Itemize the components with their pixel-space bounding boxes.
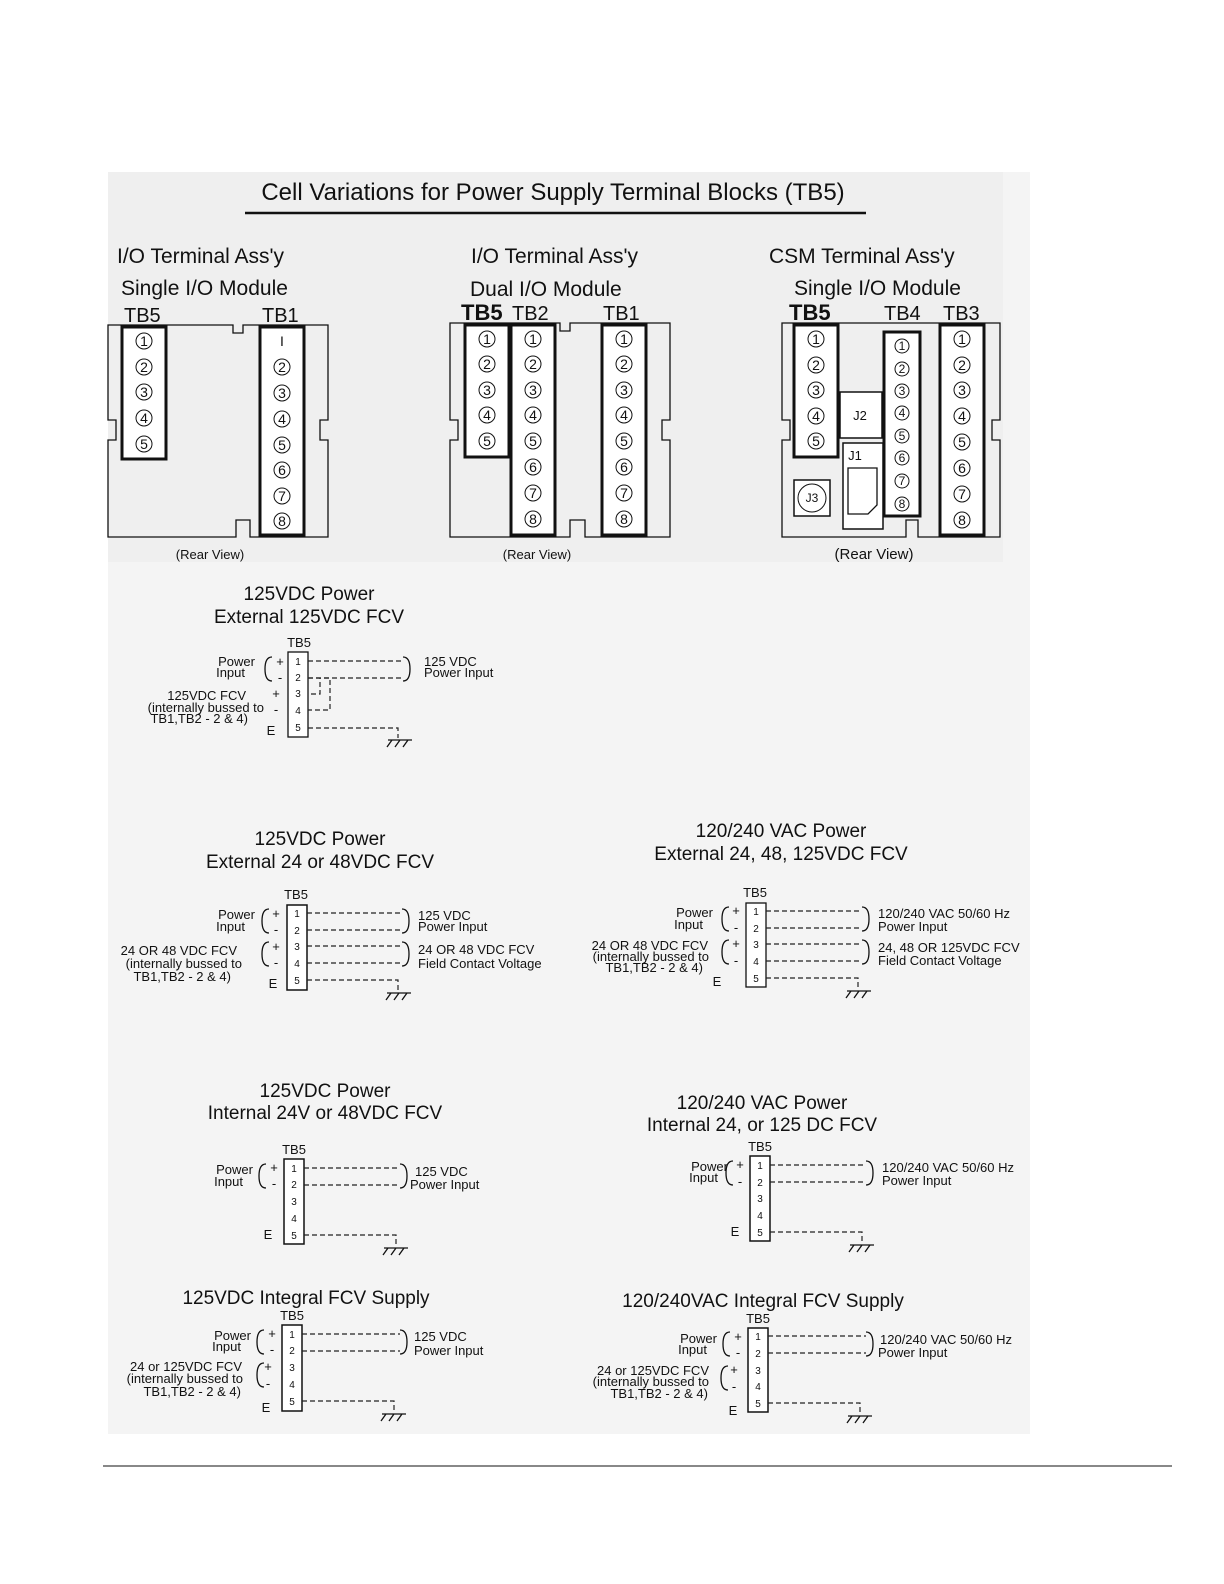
fcv-label-2: (internally bussed to — [126, 1371, 243, 1386]
minus-sign: - — [733, 920, 739, 935]
assembly-3-subtitle: Single I/O Module — [794, 277, 961, 300]
right-label-3: 24 OR 48 VDC FCV — [418, 942, 535, 957]
terminal-num: 1 — [294, 909, 300, 920]
tb3-label-a3: TB3 — [943, 303, 980, 325]
j1-label: J1 — [848, 448, 862, 463]
right-label-2: Power Input — [882, 1173, 952, 1188]
right-label: 120/240 VAC 50/60 Hz — [878, 906, 1011, 921]
terminal-num: 3 — [295, 689, 301, 700]
rear-view-caption-2: (Rear View) — [502, 547, 572, 562]
terminal-num: 1 — [289, 1330, 295, 1341]
terminal-number: 3 — [958, 382, 966, 398]
terminal-num: 1 — [755, 1332, 761, 1343]
terminal-number: 7 — [278, 488, 286, 504]
minus-sign: - — [269, 1342, 275, 1357]
diagram-title: 125VDC Power — [259, 1081, 391, 1102]
terminal-number: 8 — [898, 497, 906, 511]
j3-label: J3 — [805, 491, 819, 505]
terminal-num: 1 — [291, 1164, 297, 1175]
input-label: Input — [212, 1339, 241, 1354]
tb1-label-a2: TB1 — [603, 303, 640, 325]
tb5-label: TB5 — [748, 1139, 772, 1154]
power-label: Power — [676, 905, 713, 920]
input-label: Input — [689, 1170, 718, 1185]
terminal-number: 5 — [483, 433, 491, 449]
minus-sign: - — [731, 1379, 737, 1394]
terminal-num: 3 — [755, 1366, 761, 1377]
terminal-number: 4 — [812, 408, 820, 424]
terminal-num: 4 — [753, 957, 759, 968]
plus-sign: + — [270, 1160, 278, 1175]
fcv-label: 24 or 125VDC FCV — [597, 1363, 709, 1378]
terminal-num: 3 — [294, 942, 300, 953]
right-label-2: Power Input — [414, 1343, 484, 1358]
fcv-label-3: TB1,TB2 - 2 & 4) — [133, 969, 231, 984]
plus-sign: + — [272, 686, 280, 701]
right-label-4: Field Contact Voltage — [878, 953, 1002, 968]
terminal-number: 7 — [898, 474, 906, 488]
right-label: 125 VDC — [424, 654, 477, 669]
earth-label: E — [263, 1227, 273, 1242]
tb5-label: TB5 — [743, 885, 767, 900]
assembly-2-title: I/O Terminal Ass'y — [471, 245, 639, 268]
input-label: Input — [216, 919, 245, 934]
fcv-label: 24 OR 48 VDC FCV — [591, 938, 708, 953]
terminal-number: 8 — [958, 512, 966, 528]
terminal-num: 4 — [755, 1382, 761, 1393]
terminal-number: 5 — [812, 433, 820, 449]
terminal-number: 1 — [958, 331, 966, 347]
terminal-number: 3 — [483, 382, 491, 398]
tb5-label-a1: TB5 — [124, 305, 161, 327]
input-label: Input — [674, 917, 703, 932]
diagram-subtitle: Internal 24, or 125 DC FCV — [646, 1115, 878, 1136]
terminal-num: 2 — [294, 926, 300, 937]
terminal-number: 3 — [812, 382, 820, 398]
input-label: Input — [678, 1342, 707, 1357]
terminal-number: 5 — [140, 436, 148, 452]
diagram-title: 120/240 VAC Power — [695, 821, 867, 842]
terminal-num: 4 — [295, 706, 301, 717]
terminal-num: 4 — [294, 959, 300, 970]
power-label: Power — [691, 1159, 728, 1174]
j1-dsub-shell — [848, 468, 877, 514]
terminal-num: 3 — [753, 940, 759, 951]
plus-sign: + — [730, 1362, 738, 1377]
minus-sign: - — [737, 1174, 743, 1189]
terminal-number: 5 — [529, 433, 537, 449]
assembly-1-subtitle: Single I/O Module — [121, 277, 288, 300]
earth-label: E — [266, 723, 276, 738]
plus-sign: + — [736, 1157, 744, 1172]
plus-sign: + — [734, 1329, 742, 1344]
assembly-2-subtitle: Dual I/O Module — [470, 278, 622, 301]
terminal-number: 2 — [898, 362, 906, 376]
right-label: 125 VDC — [418, 908, 471, 923]
terminal-number: 8 — [278, 513, 286, 529]
tb5-label-a3: TB5 — [789, 300, 831, 325]
terminal-num: 3 — [757, 1194, 763, 1205]
tb5-label: TB5 — [746, 1311, 770, 1326]
right-label-2: Power Input — [410, 1177, 480, 1192]
plus-sign: + — [732, 903, 740, 918]
terminal-num: 2 — [757, 1178, 763, 1189]
terminal-num: 5 — [753, 974, 759, 985]
tb1-label-a1: TB1 — [262, 305, 299, 327]
fcv-label: 24 OR 48 VDC FCV — [120, 943, 237, 958]
diagram-title: 125VDC Power — [243, 584, 375, 605]
terminal-num: 2 — [753, 924, 759, 935]
plus-sign: + — [268, 1326, 276, 1341]
earth-label: E — [268, 976, 278, 991]
minus-sign: - — [733, 953, 739, 968]
fcv-label: 125VDC FCV — [167, 688, 246, 703]
terminal-number: 1 — [140, 333, 148, 349]
fcv-label-3: TB1,TB2 - 2 & 4) — [610, 1386, 708, 1401]
terminal-number: 3 — [278, 385, 286, 401]
terminal-num: 1 — [757, 1161, 763, 1172]
terminal-number: 7 — [529, 485, 537, 501]
terminal-num: 3 — [289, 1363, 295, 1374]
input-label: Input — [214, 1174, 243, 1189]
terminal-number: 1 — [620, 331, 628, 347]
terminal-number: 3 — [620, 382, 628, 398]
terminal-num: 5 — [295, 723, 301, 734]
terminal-number: 7 — [620, 485, 628, 501]
terminal-num: 5 — [755, 1399, 761, 1410]
terminal-number: 4 — [620, 407, 628, 423]
terminal-number: 2 — [620, 356, 628, 372]
terminal-number: 2 — [140, 359, 148, 375]
earth-label: E — [261, 1400, 271, 1415]
diagram-title: 120/240 VAC Power — [676, 1093, 848, 1114]
terminal-number: 5 — [620, 433, 628, 449]
terminal-num: 1 — [753, 907, 759, 918]
tb5-label: TB5 — [287, 635, 311, 650]
terminal-number: 1 — [529, 331, 537, 347]
assembly-3-title: CSM Terminal Ass'y — [769, 245, 955, 268]
right-label: 125 VDC — [415, 1164, 468, 1179]
terminal-number: 2 — [529, 356, 537, 372]
terminal-number: 1 — [898, 339, 906, 353]
tb5-label: TB5 — [280, 1308, 304, 1323]
minus-sign: - — [271, 1176, 277, 1191]
diagram-subtitle: Internal 24V or 48VDC FCV — [207, 1103, 443, 1124]
terminal-num: 4 — [757, 1211, 763, 1222]
terminal-number: 1 — [483, 331, 491, 347]
terminal-num: 5 — [289, 1397, 295, 1408]
power-label: Power — [216, 1162, 253, 1177]
terminal-number: 2 — [812, 357, 820, 373]
assembly-1-title: I/O Terminal Ass'y — [117, 245, 285, 268]
fcv-label: 24 or 125VDC FCV — [130, 1359, 242, 1374]
terminal-num: 5 — [291, 1231, 297, 1242]
terminal-number: 6 — [529, 459, 537, 475]
minus-sign: - — [273, 702, 279, 717]
right-label-2: Power Input — [418, 919, 488, 934]
right-label: 120/240 VAC 50/60 Hz — [882, 1160, 1015, 1175]
right-label-3: 24, 48 OR 125VDC FCV — [878, 940, 1020, 955]
tb1-first-marker: I — [280, 333, 284, 349]
terminal-number: 8 — [529, 511, 537, 527]
terminal-number: 5 — [278, 437, 286, 453]
terminal-number: 3 — [529, 382, 537, 398]
terminal-number: 2 — [483, 356, 491, 372]
terminal-num: 2 — [289, 1346, 295, 1357]
power-label: Power — [218, 907, 255, 922]
right-label-4: Field Contact Voltage — [418, 956, 542, 971]
terminal-number: 3 — [140, 384, 148, 400]
earth-label: E — [712, 974, 722, 989]
minus-sign: - — [277, 670, 283, 685]
right-label-2: Power Input — [878, 1345, 948, 1360]
terminal-num: 5 — [757, 1228, 763, 1239]
tb5-label: TB5 — [284, 887, 308, 902]
terminal-number: 6 — [620, 459, 628, 475]
tb5-label: TB5 — [282, 1142, 306, 1157]
terminal-number: 7 — [958, 486, 966, 502]
fcv-label-2: (internally bussed to — [592, 1374, 709, 1389]
terminal-number: 1 — [812, 331, 820, 347]
rear-view-caption-3: (Rear View) — [834, 546, 914, 563]
minus-sign: - — [265, 1376, 271, 1391]
fcv-label-3: TB1,TB2 - 2 & 4) — [150, 711, 248, 726]
power-label: Power — [214, 1328, 251, 1343]
fcv-label-2: (internally bussed to — [147, 700, 264, 715]
terminal-number: 6 — [898, 451, 906, 465]
terminal-number: 5 — [898, 429, 906, 443]
terminal-number: 4 — [278, 411, 286, 427]
page-title: Cell Variations for Power Supply Terminal Blocks (TB5) — [261, 179, 845, 206]
right-label-2: Power Input — [878, 919, 948, 934]
fcv-label-3: TB1,TB2 - 2 & 4) — [143, 1384, 241, 1399]
tb4-label-a3: TB4 — [884, 303, 921, 325]
terminal-number: 4 — [483, 407, 491, 423]
input-label: Input — [216, 665, 245, 680]
terminal-number: 4 — [898, 406, 906, 420]
terminal-number: 3 — [898, 384, 906, 398]
earth-label: E — [730, 1224, 740, 1239]
j2-label: J2 — [853, 408, 867, 423]
power-label: Power — [680, 1331, 717, 1346]
right-label: 125 VDC — [414, 1329, 467, 1344]
minus-sign: - — [735, 1345, 741, 1360]
plus-sign: + — [732, 936, 740, 951]
fcv-label-3: TB1,TB2 - 2 & 4) — [605, 960, 703, 975]
terminal-num: 2 — [755, 1349, 761, 1360]
right-label-2: Power Input — [424, 665, 494, 680]
terminal-num: 2 — [295, 673, 301, 684]
plus-sign: + — [272, 906, 280, 921]
terminal-number: 5 — [958, 434, 966, 450]
terminal-num: 4 — [289, 1380, 295, 1391]
terminal-number: 4 — [529, 407, 537, 423]
fcv-label-2: (internally bussed to — [592, 949, 709, 964]
terminal-num: 3 — [291, 1197, 297, 1208]
minus-sign: - — [273, 922, 279, 937]
fcv-label-2: (internally bussed to — [125, 956, 242, 971]
terminal-num: 4 — [291, 1214, 297, 1225]
diagram-title: 125VDC Integral FCV Supply — [182, 1288, 430, 1309]
diagram-title: 125VDC Power — [254, 829, 386, 850]
earth-label: E — [728, 1403, 738, 1418]
terminal-number: 4 — [140, 410, 148, 426]
right-label: 120/240 VAC 50/60 Hz — [880, 1332, 1013, 1347]
terminal-number: 4 — [958, 408, 966, 424]
power-label: Power — [218, 654, 255, 669]
terminal-number: 8 — [620, 511, 628, 527]
terminal-number: 2 — [278, 359, 286, 375]
diagram-subtitle: External 24 or 48VDC FCV — [205, 852, 435, 873]
rear-view-caption-1: (Rear View) — [175, 547, 245, 562]
minus-sign: - — [273, 955, 279, 970]
terminal-number: 6 — [278, 462, 286, 478]
plus-sign: + — [272, 939, 280, 954]
tb2-label-a2: TB2 — [512, 303, 549, 325]
diagram-title: 120/240VAC Integral FCV Supply — [622, 1291, 904, 1312]
diagram-subtitle: External 24, 48, 125VDC FCV — [654, 844, 908, 865]
plus-sign: + — [264, 1359, 272, 1374]
tb5-label-a2: TB5 — [461, 300, 503, 325]
terminal-number: 2 — [958, 357, 966, 373]
diagram-subtitle: External 125VDC FCV — [213, 607, 405, 628]
terminal-num: 5 — [294, 976, 300, 987]
terminal-num: 1 — [295, 657, 301, 668]
plus-sign: + — [276, 654, 284, 669]
terminal-number: 6 — [958, 460, 966, 476]
terminal-num: 2 — [291, 1180, 297, 1191]
